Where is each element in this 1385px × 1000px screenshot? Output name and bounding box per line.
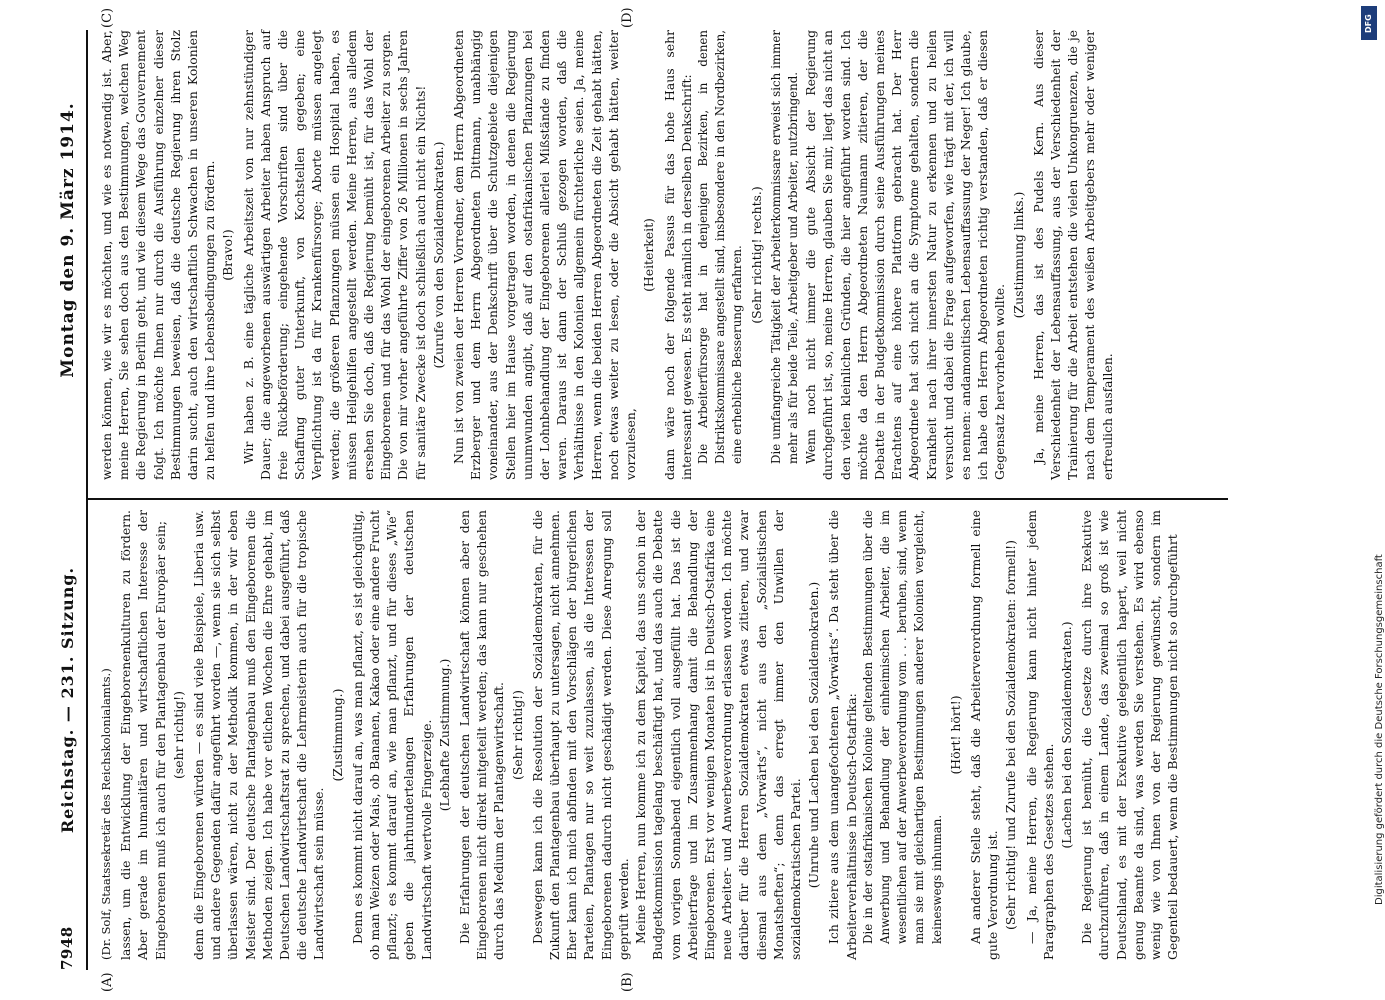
remark: (Unruhe und Lachen bei den Sozialdemokraten.) — [806, 581, 822, 889]
quotation: Die in der ostafrikanischen Kolonie geltenden Bestimmungen über die Anwerbung und Behandlung der einheimischen Arbeiter, die im wesentlichen auf der Anwerbeverordnung vom . . . beruhen, sind, wenn man sie mit gleichartigen Bestimmungen anderer Kolonien vergleicht, keineswegs inhuman. — [860, 510, 944, 944]
remark: (Zustimmung.) — [329, 688, 345, 782]
speaker-line: (Dr. Solf, Staatssekretär des Reichskolonialamts.) — [99, 668, 113, 960]
remark: (Sehr richtig! rechts.) — [748, 186, 764, 324]
left-column — [98, 510, 1228, 960]
paragraph: Ich zitiere aus dem unangefochtenen „Vorwärts“. Da steht über die Arbeiterverhältnisse in Deutsch-Ostafrika: — [826, 510, 859, 960]
paragraph: Denn es kommt nicht darauf an, was man pflanzt, es ist gleichgültig, ob man Weizen oder Mais, ob Bananen, Kakao oder eine andere Frucht pflanzt; es kommt darauf an, wie man pflanzt, und für dieses „Wie“ geben die jahrhundertelangen Erfahrungen der deutschen Landwirtschaft wertvolle Fingerzeige. — [349, 510, 434, 960]
margin-mark-d: (D) — [620, 7, 635, 28]
remark: (sehr richtig!) — [170, 691, 186, 779]
quotation: Die Arbeiterfürsorge hat in denjenigen Bezirken, in denen Distriktskommissare angestellt sind, insbesondere in den Nordbezirken, eine erhebliche Besserung erfahren. — [695, 30, 745, 464]
paragraph: Die Regierung ist bemüht, die Gesetze durch ihre Exekutive durchzuführen, daß in einem Lande, das zweimal so groß ist wie Deutschland, es mit der Exekutive gelegentlich hapert, weil nicht genug Beamte da sind, was werden Sie verstehen. Es wird ebenso wenig wie von Ihnen von der Regierung gewünscht, sondern im Gegenteil bedauert, wenn die Bestimmungen nicht so durchgeführt — [1079, 510, 1181, 960]
paragraph: Meine Herren, nun komme ich zu dem Kapitel, das uns schon in der Budgetkommission tagelang beschäftigt hat, und das auch die Debatte vom vorigen Sonnabend eigentlich voll ausgefüllt hat. Das ist die Arbeiterfrage und im Zusammenhang damit die Behandlung der Eingeborenen. Erst vor wenigen Monaten ist in Deutsch-Ostafrika eine neue Arbeiter- und Anwerbeverordnung erlassen worden. Ich möchte darüber für die Herren Sozialdemokraten etwas zitieren, und zwar diesmal aus dem „Vorwärts“, nicht aus den „Sozialistischen Monatsheften“; denn das erregt immer den Unwillen der sozialdemokratischen Partei. — [633, 510, 803, 960]
right-column — [98, 30, 1228, 480]
digitization-strip — [1359, 0, 1385, 1000]
digitization-note: Digitalisierung gefördert durch die Deutsche Forschungsgemeinschaft — [1374, 554, 1385, 905]
paragraph: Nun ist von zweien der Herren Vorredner, dem Herrn Abgeordneten Erzberger und dem Herrn Abgeordneten Dittmann, unabhängig voneinander, aus der Denkschrift über die Schutzgebiete diejenigen Stellen hier im Hause vorgetragen worden, in denen die Regierung unumwunden angibt, daß auf den ostafrikanischen Pflanzungen bei der Lohnbehandlung der Eingeborenen allerlei Mißstände zu finden waren. Daraus ist dann der Schluß gezogen worden, daß die Verhältnisse in den Kolonien allgemein fürchterliche seien. Ja, meine Herren, wenn die beiden Herren Abgeordneten die Zeit gehabt hätten, noch etwas weiter zu lesen, oder die Absicht gehabt hätten, weiter vorzulesen, — [451, 30, 639, 480]
remark: (Sehr richtig!) — [509, 690, 525, 780]
paragraph: denn die Eingeborenen würden — es sind viele Beispiele, Liberia usw. und andere Gegenden dafür angeführt worden —, wenn sie sich selbst überlassen wären, nicht zu der Methodik kommen, in der wir eben Meister sind. Der deutsche Plantagenbau muß den Eingeborenen die Methoden zeigen. Ich habe vor etlichen Wochen die Ehre gehabt, im Deutschen Landwirtschaftsrat zu sprechen, und dabei ausgeführt, daß die deutsche Landwirtschaft die Lehrmeisterin auch für die tropische Landwirtschaft sein müsse. — [191, 510, 327, 960]
page-number: 7948 — [58, 926, 76, 970]
page-header — [58, 30, 84, 970]
paragraph: dann wäre noch der folgende Passus für das hohe Haus sehr interessant gewesen. Es steht nämlich in derselben Denkschrift: — [661, 30, 694, 480]
quotation: Die umfangreiche Tätigkeit der Arbeiterkommissare erweist sich immer mehr als für beide Teile, Arbeitgeber und Arbeiter, nutzbringend. — [768, 30, 800, 464]
paragraph: Deswegen kann ich die Resolution der Sozialdemokraten, für die Zukunft den Plantagenbau überhaupt zu untersagen, nicht annehmen. Eher kann ich mich abfinden mit den Vorschlägen der bürgerlichen Parteien, Plantagen nur so weit zuzulassen, als die Interessen der Eingeborenen dadurch nicht geschädigt werden. Diese Anregung soll geprüft werden. — [529, 510, 631, 960]
paragraph: An anderer Stelle steht, daß die Arbeiterverordnung formell eine gute Verordnung ist. — [967, 510, 1001, 960]
remark: (Zustimmung links.) — [1010, 191, 1026, 319]
margin-mark-a: (A) — [100, 972, 115, 992]
paragraph: lassen, um die Entwicklung der Eingeborenenkulturen zu fördern. Aber gerade im humanitären und wirtschaftlichen Interesse der Eingeborenen muß ich auch für den Plantagenbau der Europäer sein; — [118, 510, 168, 960]
remark: (Bravo!) — [220, 229, 236, 281]
remark: (Hört! hört!) — [947, 695, 963, 775]
header-rule — [86, 30, 88, 970]
remark: (Zurufe von den Sozialdemokraten.) — [430, 141, 446, 369]
paragraph: Wenn noch nicht immer die gute Absicht der Regierung durchgeführt ist, so, meine Herren, glauben Sie mir, liegt das nicht an den vielen kleinlichen Gründen, die hier angeführt worden sind. Ich möchte da den Herrn Abgeordneten Naumann zitieren, der die Debatte in der Budgetkommission durch seine Ausführungen meines Erachtens auf eine höhere Plattform gebracht hat. Der Herr Abgeordnete hat sich nicht an die Symptome gehalten, sondern die Krankheit nach ihrer innersten Natur zu erkennen und zu heilen versucht und dabei die Frage aufgeworfen, wie trägt mit der, ich will es nennen: andamonitischen Lebensauffassung der Neger! Ich glaube, ich habe den Herrn Abgeordneten richtig verstanden, daß er diesen Gegensatz hervorheben wollte. — [803, 30, 1008, 480]
remark: (Heiterkeit) — [641, 218, 657, 292]
dfg-logo: DFG — [1361, 6, 1377, 40]
margin-mark-c: (C) — [100, 7, 115, 28]
column-divider — [88, 498, 1228, 500]
remark: (Lebhafte Zustimmung.) — [436, 658, 452, 812]
paragraph: werden können, wie wir es möchten, und wie es notwendig ist. Aber, meine Herren, Sie sehen doch aus den Bestimmungen, welchen Weg die Regierung in Berlin geht, und wie diesem Wege das Gouvernement folgt. Ich möchte Ihnen nur durch die Ausführung einzelner dieser Bestimmungen beweisen, daß die deutsche Regierung ihren Stolz darin sucht, auch den wirtschaftlich Schwachen in unseren Kolonien zu helfen und ihre Lebensbedingungen zu fördern. — [99, 30, 218, 480]
remark: (Lachen bei den Sozialdemokraten.) — [1058, 621, 1074, 849]
session-date: Montag den 9. März 1914. — [58, 102, 78, 378]
session-title: Reichstag. — 231. Sitzung. — [58, 566, 77, 834]
paragraph: — Ja, meine Herren, die Regierung kann nicht hinter jedem Paragraphen des Gesetzes stehen. — [1023, 510, 1056, 960]
paragraph: Die Erfahrungen der deutschen Landwirtschaft können aber den Eingeborenen nicht direkt mitgeteilt werden; das kann nur geschehen durch das Medium der Plantagenwirtschaft. — [457, 510, 507, 960]
remark: (Sehr richtig! und Zurufe bei den Sozialdemokraten: formell!) — [1003, 540, 1019, 930]
paragraph: Wir haben z. B. eine tägliche Arbeitszeit von nur zehnstündiger Dauer; die angeworbenen auswärtigen Arbeiter haben Anspruch auf freie Rückbeförderung; eingehende Vorschriften sind über die Schaffung guter Unterkunft, von Kochstellen gegeben; eine Verpflichtung ist da für Krankenfürsorge; Aborte müssen angelegt werden; die größeren Pflanzungen müssen ein Hospital haben, es müssen Heilgehilfen angestellt werden. Meine Herren, aus alledem ersehen Sie doch, daß die Regierung bemüht ist, für das Wohl der Eingeborenen und für das Wohl der eingeborenen Arbeiter zu sorgen. Die von mir vorher angeführte Ziffer von 26 Millionen in sechs Jahren für sanitäre Zwecke ist doch schließlich auch nicht ein Nichts! — [240, 30, 428, 480]
paragraph: Ja, meine Herren, das ist des Pudels Kern. Aus dieser Verschiedenheit der Lebensauffassung, aus der Verschiedenheit der Trainierung für die Arbeit entstehen die vielen Unkongruenzen, die je nach dem Temperament des weißen Arbeitgebers mehr oder weniger erfreulich ausfallen. — [1030, 30, 1115, 480]
margin-mark-b: (B) — [620, 972, 635, 992]
